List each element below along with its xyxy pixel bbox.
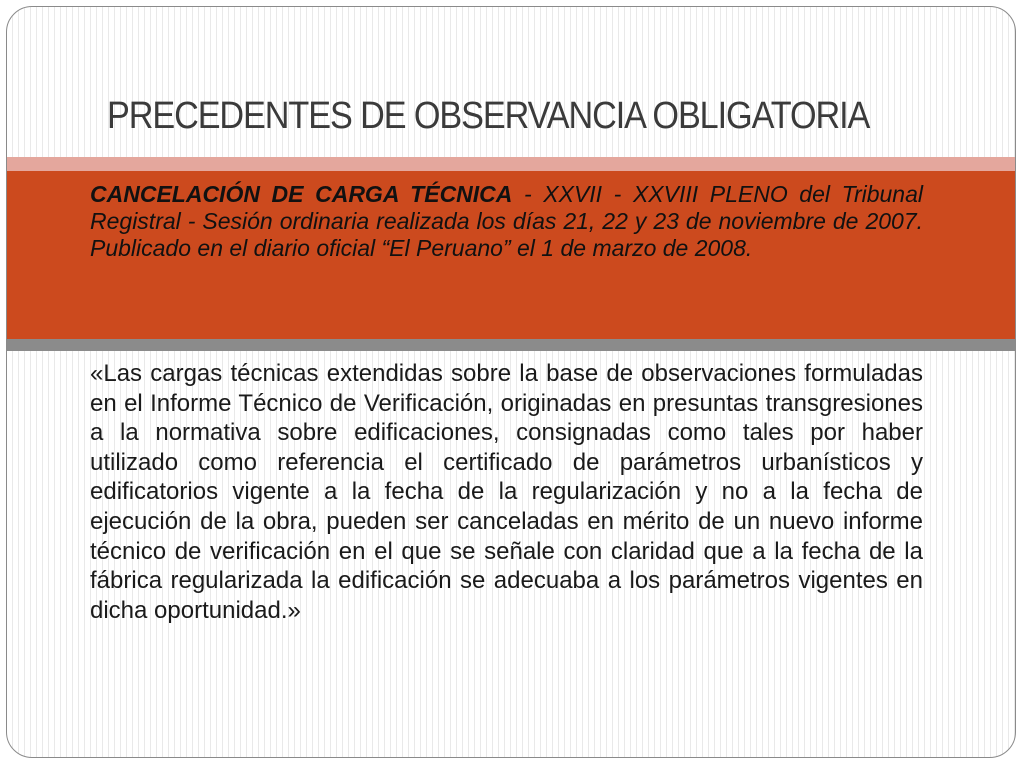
slide xyxy=(6,6,1016,758)
accent-band-bottom xyxy=(7,339,1015,351)
subtitle-detail: - XXVII - XXVIII PLENO del Tribunal Registral - Sesión ordinaria realizada los días 21, 22 y 23 de noviembre de 2007. Publicado en el diario oficial “El Peruano” el 1 de marzo de 2008. xyxy=(90,181,923,261)
accent-band-top xyxy=(7,157,1015,171)
subtitle-text xyxy=(90,181,923,262)
slide-title: PRECEDENTES DE OBSERVANCIA OBLIGATORIA xyxy=(107,95,870,137)
subtitle-heading: CANCELACIÓN DE CARGA TÉCNICA xyxy=(90,181,513,207)
body-quote: «Las cargas técnicas extendidas sobre la base de observaciones formuladas en el Informe Técnico de Verificación, originadas en presuntas transgresiones a la normativa sobre edificaciones, consignadas como tales por haber utilizado como referencia el certificado de parámetros urbanísticos y edificatorios vigente a la fecha de la regularización y no a la fecha de ejecución de la obra, pueden ser canceladas en mérito de un nuevo informe técnico de verificación en el que se señale con claridad que a la fecha de la fábrica regularizada la edificación se adecuaba a los parámetros vigentes en dicha oportunidad.» xyxy=(90,360,923,624)
